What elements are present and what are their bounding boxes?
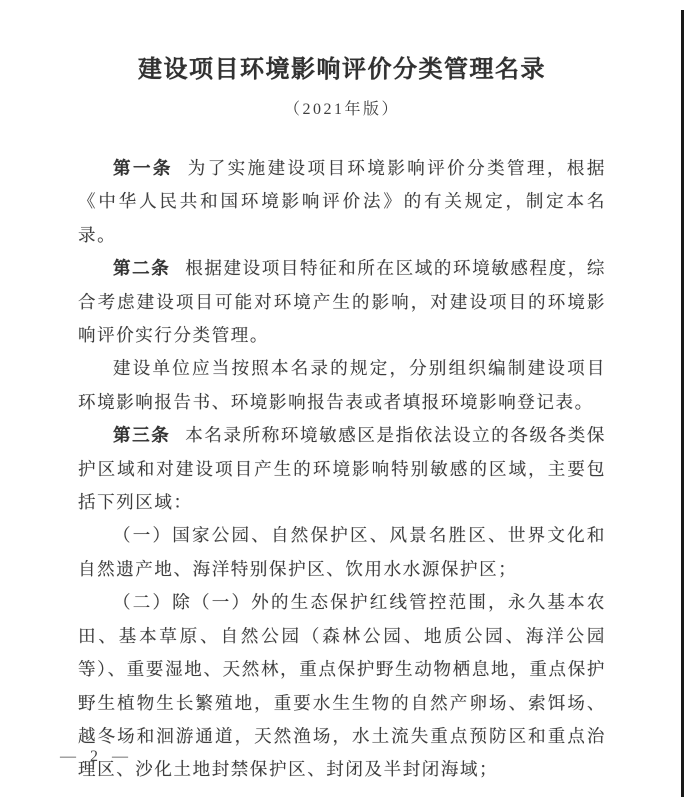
article-number: 第一条 bbox=[113, 158, 173, 178]
paragraph bbox=[78, 252, 606, 352]
paragraph bbox=[78, 352, 606, 419]
paragraph-text: 根据建设项目特征和所在区域的环境敏感程度，综合考虑建设项目可能对环境产生的影响，对建设项目的环境影响评价实行分类管理。 bbox=[78, 258, 606, 346]
article-number: 第三条 bbox=[113, 425, 171, 446]
edition-subtitle: （2021年版） bbox=[283, 101, 400, 118]
paragraph-text: 为了实施建设项目环境影响评价分类管理，根据《中华人民共和国环境影响评价法》的有关规定，制定本名录。 bbox=[78, 158, 606, 245]
paragraph bbox=[78, 152, 606, 252]
paragraph bbox=[78, 586, 606, 786]
paragraph-text: （二）除（一）外的生态保护红线管控范围，永久基本农田、基本草原、自然公园（森林公园、地质公园、海洋公园等）、重要湿地、天然林，重点保护野生动物栖息地，重点保护野生植物生长繁殖地，重要水生生物的自然产卵场、索饵场、越冬场和洄游通道，天然渔场，水土流失重点预防区和重点治理区、沙化土地封禁保护区、封闭及半封闭海域； bbox=[78, 592, 606, 780]
paragraph bbox=[78, 419, 606, 519]
document-body bbox=[78, 152, 606, 787]
document-title: 建设项目环境影响评价分类管理名录 bbox=[138, 57, 546, 83]
paragraph-text: （一）国家公园、自然保护区、风景名胜区、世界文化和自然遗产地、海洋特别保护区、饮用水水源保护区； bbox=[78, 525, 606, 579]
article-number: 第二条 bbox=[113, 258, 171, 279]
paragraph-text: 本名录所称环境敏感区是指依法设立的各级各类保护区域和对建设项目产生的环境影响特别敏感的区域，主要包括下列区域： bbox=[78, 425, 606, 513]
paragraph bbox=[78, 519, 606, 586]
paragraph-text: 建设单位应当按照本名录的规定，分别组织编制建设项目环境影响报告书、环境影响报告表或者填报环境影响登记表。 bbox=[78, 358, 606, 412]
page-number: — 2 — bbox=[60, 748, 133, 765]
